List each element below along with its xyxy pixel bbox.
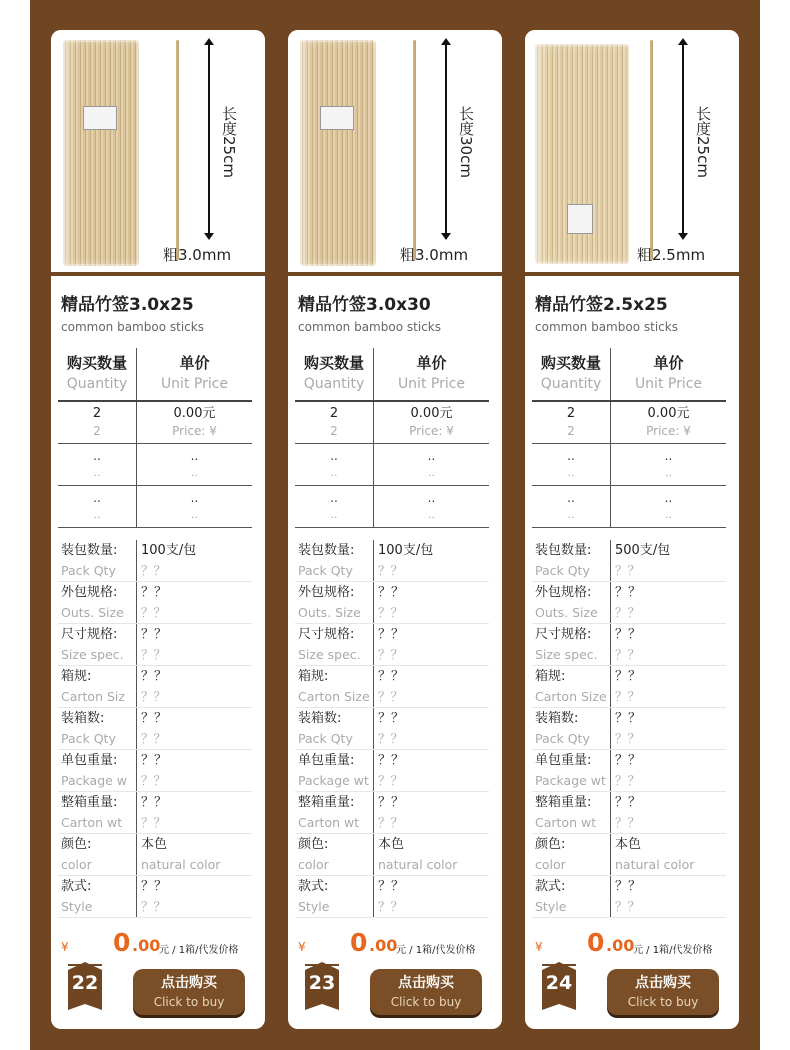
quantity-value: 2 — [329, 406, 339, 421]
spec-label-en: color — [535, 857, 566, 872]
quantity-value: 2 — [92, 406, 102, 421]
photo-divider — [525, 272, 739, 276]
quantity-value: .. — [330, 449, 338, 463]
spec-value-en: ？？ — [378, 899, 404, 914]
currency-symbol: ¥ — [61, 940, 69, 954]
spec-row — [532, 624, 726, 666]
spec-value-en: ？？ — [615, 773, 641, 788]
quantity-header: 购买数量 — [540, 354, 601, 372]
price-row — [58, 402, 252, 444]
unit-price-header-en: Unit Price — [634, 376, 703, 392]
unit-price-header: 单价 — [653, 354, 684, 372]
spec-value-en: natural color — [378, 857, 458, 872]
unit-price-header-en: Unit Price — [397, 376, 466, 392]
product-photo — [525, 30, 739, 272]
spec-label-en: Pack Qty — [535, 563, 590, 578]
spec-row — [295, 834, 489, 876]
length-label: 长度30cm — [457, 106, 475, 178]
spec-value-en: natural color — [141, 857, 221, 872]
unit-price-header-en: Unit Price — [160, 376, 229, 392]
spec-value: 500支/包 — [615, 543, 671, 558]
price-value: .. — [427, 449, 436, 463]
item-number: 23 — [308, 972, 336, 994]
spec-label: 整箱重量: — [535, 795, 592, 810]
quantity-value: .. — [567, 449, 575, 463]
length-label: 长度25cm — [694, 106, 712, 178]
spec-row — [295, 624, 489, 666]
spec-table — [295, 540, 489, 918]
buy-button-label: 点击购买 — [161, 975, 217, 991]
spec-row — [532, 540, 726, 582]
spec-value: ？？ — [141, 753, 168, 768]
bamboo-stick-icon — [176, 40, 179, 260]
spec-value-en: ？？ — [141, 899, 167, 914]
spec-value: ？？ — [378, 753, 405, 768]
bamboo-stick-bag-icon — [535, 44, 629, 264]
price-table — [295, 348, 489, 528]
price-sub: .. — [428, 508, 435, 521]
spec-value: ？？ — [615, 879, 642, 894]
spec-label-en: Size spec. — [535, 647, 598, 662]
price-row — [295, 486, 489, 528]
price-row — [295, 402, 489, 444]
spec-label-en: Pack Qty — [298, 563, 353, 578]
spec-label-en: Package wt — [298, 773, 369, 788]
bamboo-stick-icon — [413, 40, 416, 260]
product-subtitle: common bamboo sticks — [298, 320, 441, 334]
spec-row — [295, 708, 489, 750]
spec-row — [532, 708, 726, 750]
quantity-value: .. — [93, 449, 101, 463]
spec-label: 颜色: — [535, 837, 566, 852]
spec-value: ？？ — [141, 711, 168, 726]
spec-row — [295, 792, 489, 834]
spec-label: 装包数量: — [298, 543, 355, 558]
spec-label: 箱规: — [298, 669, 329, 684]
spec-value-en: ？？ — [141, 605, 167, 620]
spec-label-en: Outs. Size — [61, 605, 124, 620]
length-arrow-icon — [682, 42, 684, 236]
spec-label-en: Size spec. — [298, 647, 361, 662]
price-value: .. — [664, 491, 673, 505]
spec-value: ？？ — [141, 585, 168, 600]
price-table-header — [295, 348, 489, 402]
spec-value: ？？ — [615, 753, 642, 768]
quantity-sub: .. — [330, 508, 338, 521]
price-value: .. — [427, 491, 436, 505]
spec-value-en: ？？ — [615, 731, 641, 746]
spec-table — [532, 540, 726, 918]
quantity-header-en: Quantity — [303, 376, 365, 392]
price-sub: .. — [191, 466, 198, 479]
price-line — [535, 928, 735, 958]
spec-value: ？？ — [615, 795, 642, 810]
currency-symbol: ¥ — [298, 940, 306, 954]
length-arrow-icon — [208, 42, 210, 236]
spec-label: 箱规: — [535, 669, 566, 684]
spec-value: ？？ — [615, 585, 642, 600]
spec-value-en: ？？ — [378, 605, 404, 620]
spec-value-en: ？？ — [141, 731, 167, 746]
spec-label-en: Carton wt — [61, 815, 123, 830]
spec-row — [532, 750, 726, 792]
price-sub: Price: ¥ — [172, 424, 217, 438]
spec-label: 单包重量: — [535, 753, 592, 768]
buy-button-label: 点击购买 — [398, 975, 454, 991]
spec-value-en: ？？ — [141, 815, 167, 830]
spec-label: 单包重量: — [298, 753, 355, 768]
spec-row — [58, 624, 252, 666]
price-value: .. — [664, 449, 673, 463]
price-table — [58, 348, 252, 528]
thickness-label: 粗3.0mm — [400, 246, 469, 264]
price-unit: 元 / 1箱/代发价格 — [159, 945, 239, 956]
price-value: .. — [190, 491, 199, 505]
item-number-badge — [68, 970, 102, 1004]
spec-label: 装箱数: — [535, 711, 579, 726]
spec-row — [532, 582, 726, 624]
price-row — [58, 486, 252, 528]
spec-label: 箱规: — [61, 669, 92, 684]
spec-value-en: ？？ — [378, 563, 404, 578]
buy-button-label-en: Click to buy — [153, 995, 225, 1009]
price-decimal: .00 — [606, 936, 635, 955]
spec-label: 装包数量: — [535, 543, 592, 558]
spec-label: 装包数量: — [61, 543, 118, 558]
spec-value: 本色 — [615, 837, 642, 852]
spec-value: 本色 — [378, 837, 405, 852]
spec-row — [295, 540, 489, 582]
price-sub: .. — [191, 508, 198, 521]
spec-label: 整箱重量: — [61, 795, 118, 810]
buy-button[interactable] — [370, 969, 482, 1015]
currency-symbol: ¥ — [535, 940, 543, 954]
spec-value: 本色 — [141, 837, 168, 852]
price-sub: Price: ¥ — [646, 424, 691, 438]
unit-price-header: 单价 — [416, 354, 447, 372]
price-row — [295, 444, 489, 486]
spec-value: ？？ — [378, 585, 405, 600]
quantity-sub: 2 — [330, 424, 338, 438]
price-row — [532, 486, 726, 528]
item-number-badge — [542, 970, 576, 1004]
spec-label-en: Style — [298, 899, 330, 914]
spec-value: ？？ — [378, 879, 405, 894]
spec-value-en: ？？ — [141, 689, 167, 704]
spec-label: 尺寸规格: — [61, 627, 118, 642]
product-card — [288, 30, 502, 1029]
product-subtitle: common bamboo sticks — [61, 320, 204, 334]
price-unit: 元 / 1箱/代发价格 — [396, 945, 476, 956]
spec-value: ？？ — [141, 669, 168, 684]
price-value: .. — [190, 449, 199, 463]
spec-label: 外包规格: — [298, 585, 355, 600]
spec-value: ？？ — [378, 627, 405, 642]
price-value: 0.00元 — [647, 406, 690, 421]
buy-button-label: 点击购买 — [635, 975, 691, 991]
spec-label-en: Outs. Size — [535, 605, 598, 620]
price-line — [298, 928, 498, 958]
spec-row — [58, 876, 252, 918]
barcode-label-icon — [320, 106, 354, 130]
quantity-value: .. — [93, 491, 101, 505]
quantity-sub: .. — [93, 508, 101, 521]
spec-value-en: ？？ — [141, 773, 167, 788]
quantity-value: 2 — [566, 406, 576, 421]
buy-button[interactable] — [133, 969, 245, 1015]
price-line — [61, 928, 261, 958]
spec-label: 单包重量: — [61, 753, 118, 768]
spec-value: 100支/包 — [141, 543, 197, 558]
price-decimal: .00 — [132, 936, 161, 955]
length-arrow-icon — [445, 42, 447, 236]
spec-value-en: natural color — [615, 857, 695, 872]
product-subtitle: common bamboo sticks — [535, 320, 678, 334]
price-row — [58, 444, 252, 486]
spec-value: ？？ — [615, 711, 642, 726]
spec-label: 尺寸规格: — [535, 627, 592, 642]
spec-label-en: color — [298, 857, 329, 872]
spec-value-en: ？？ — [615, 647, 641, 662]
spec-value: 100支/包 — [378, 543, 434, 558]
spec-row — [295, 582, 489, 624]
barcode-label-icon — [567, 204, 593, 234]
unit-price-header: 单价 — [179, 354, 210, 372]
spec-value-en: ？？ — [615, 815, 641, 830]
spec-row — [58, 708, 252, 750]
spec-label-en: color — [61, 857, 92, 872]
price-sub: .. — [428, 466, 435, 479]
barcode-label-icon — [83, 106, 117, 130]
buy-button-label-en: Click to buy — [390, 995, 462, 1009]
spec-value-en: ？？ — [378, 731, 404, 746]
price-row — [532, 444, 726, 486]
spec-row — [532, 834, 726, 876]
product-photo — [51, 30, 265, 272]
spec-label: 尺寸规格: — [298, 627, 355, 642]
spec-value: ？？ — [615, 627, 642, 642]
spec-label-en: Carton Siz — [61, 689, 125, 704]
spec-label: 外包规格: — [535, 585, 592, 600]
quantity-value: .. — [330, 491, 338, 505]
spec-label-en: Carton wt — [535, 815, 597, 830]
spec-table — [58, 540, 252, 918]
spec-row — [295, 750, 489, 792]
spec-value-en: ？？ — [378, 815, 404, 830]
spec-label: 颜色: — [61, 837, 92, 852]
spec-value-en: ？？ — [141, 647, 167, 662]
spec-label: 款式: — [61, 879, 92, 894]
spec-row — [58, 792, 252, 834]
spec-row — [295, 666, 489, 708]
quantity-header-en: Quantity — [540, 376, 602, 392]
spec-label-en: Size spec. — [61, 647, 124, 662]
spec-value: ？？ — [378, 795, 405, 810]
spec-value: ？？ — [378, 669, 405, 684]
spec-label: 装箱数: — [298, 711, 342, 726]
spec-row — [58, 582, 252, 624]
price-unit: 元 / 1箱/代发价格 — [633, 945, 713, 956]
spec-label-en: Pack Qty — [298, 731, 353, 746]
spec-label-en: Package wt — [535, 773, 606, 788]
price-value: 0.00元 — [173, 406, 216, 421]
item-number-badge — [305, 970, 339, 1004]
thickness-label: 粗2.5mm — [637, 246, 706, 264]
buy-button[interactable] — [607, 969, 719, 1015]
spec-value-en: ？？ — [615, 689, 641, 704]
spec-label-en: Carton wt — [298, 815, 360, 830]
product-card — [525, 30, 739, 1029]
spec-value-en: ？？ — [378, 689, 404, 704]
quantity-sub: .. — [330, 466, 338, 479]
price-integer: 0 — [113, 928, 131, 957]
spec-value: ？？ — [378, 711, 405, 726]
quantity-header: 购买数量 — [303, 354, 364, 372]
spec-label-en: Outs. Size — [298, 605, 361, 620]
spec-label: 整箱重量: — [298, 795, 355, 810]
spec-value-en: ？？ — [378, 773, 404, 788]
quantity-sub: 2 — [93, 424, 101, 438]
price-table — [532, 348, 726, 528]
quantity-header: 购买数量 — [66, 354, 127, 372]
spec-value: ？？ — [141, 879, 168, 894]
thickness-label: 粗3.0mm — [163, 246, 232, 264]
product-title: 精品竹签3.0x25 — [61, 295, 194, 315]
quantity-sub: .. — [93, 466, 101, 479]
price-sub: .. — [665, 466, 672, 479]
item-number: 22 — [71, 972, 99, 994]
price-integer: 0 — [587, 928, 605, 957]
photo-divider — [288, 272, 502, 276]
spec-label-en: Carton Size — [535, 689, 607, 704]
spec-label-en: Carton Size — [298, 689, 370, 704]
spec-label-en: Style — [61, 899, 93, 914]
product-photo — [288, 30, 502, 272]
quantity-sub: 2 — [567, 424, 575, 438]
quantity-header-en: Quantity — [66, 376, 128, 392]
price-value: 0.00元 — [410, 406, 453, 421]
spec-row — [295, 876, 489, 918]
spec-row — [532, 792, 726, 834]
length-label: 长度25cm — [220, 106, 238, 178]
quantity-value: .. — [567, 491, 575, 505]
spec-label: 装箱数: — [61, 711, 105, 726]
price-integer: 0 — [350, 928, 368, 957]
spec-value-en: ？？ — [615, 563, 641, 578]
spec-value-en: ？？ — [615, 899, 641, 914]
price-decimal: .00 — [369, 936, 398, 955]
spec-value: ？？ — [141, 627, 168, 642]
price-table-header — [58, 348, 252, 402]
quantity-sub: .. — [567, 466, 575, 479]
spec-value-en: ？？ — [141, 563, 167, 578]
spec-row — [532, 876, 726, 918]
bamboo-stick-bag-icon — [300, 40, 376, 266]
spec-label: 颜色: — [298, 837, 329, 852]
spec-value-en: ？？ — [615, 605, 641, 620]
spec-value: ？？ — [615, 669, 642, 684]
buy-button-label-en: Click to buy — [627, 995, 699, 1009]
photo-divider — [51, 272, 265, 276]
spec-label-en: Pack Qty — [61, 731, 116, 746]
spec-label: 款式: — [298, 879, 329, 894]
spec-row — [58, 540, 252, 582]
spec-value-en: ？？ — [378, 647, 404, 662]
quantity-sub: .. — [567, 508, 575, 521]
item-number: 24 — [545, 972, 573, 994]
price-row — [532, 402, 726, 444]
spec-value: ？？ — [141, 795, 168, 810]
bamboo-stick-bag-icon — [63, 40, 139, 266]
spec-label-en: Pack Qty — [61, 563, 116, 578]
price-table-header — [532, 348, 726, 402]
spec-row — [58, 834, 252, 876]
product-title: 精品竹签2.5x25 — [535, 295, 668, 315]
spec-label: 外包规格: — [61, 585, 118, 600]
spec-label-en: Package w — [61, 773, 128, 788]
spec-label-en: Pack Qty — [535, 731, 590, 746]
spec-label: 款式: — [535, 879, 566, 894]
spec-row — [58, 750, 252, 792]
price-sub: Price: ¥ — [409, 424, 454, 438]
price-sub: .. — [665, 508, 672, 521]
bamboo-stick-icon — [650, 40, 653, 260]
spec-row — [58, 666, 252, 708]
spec-row — [532, 666, 726, 708]
product-card — [51, 30, 265, 1029]
spec-label-en: Style — [535, 899, 567, 914]
product-title: 精品竹签3.0x30 — [298, 295, 431, 315]
